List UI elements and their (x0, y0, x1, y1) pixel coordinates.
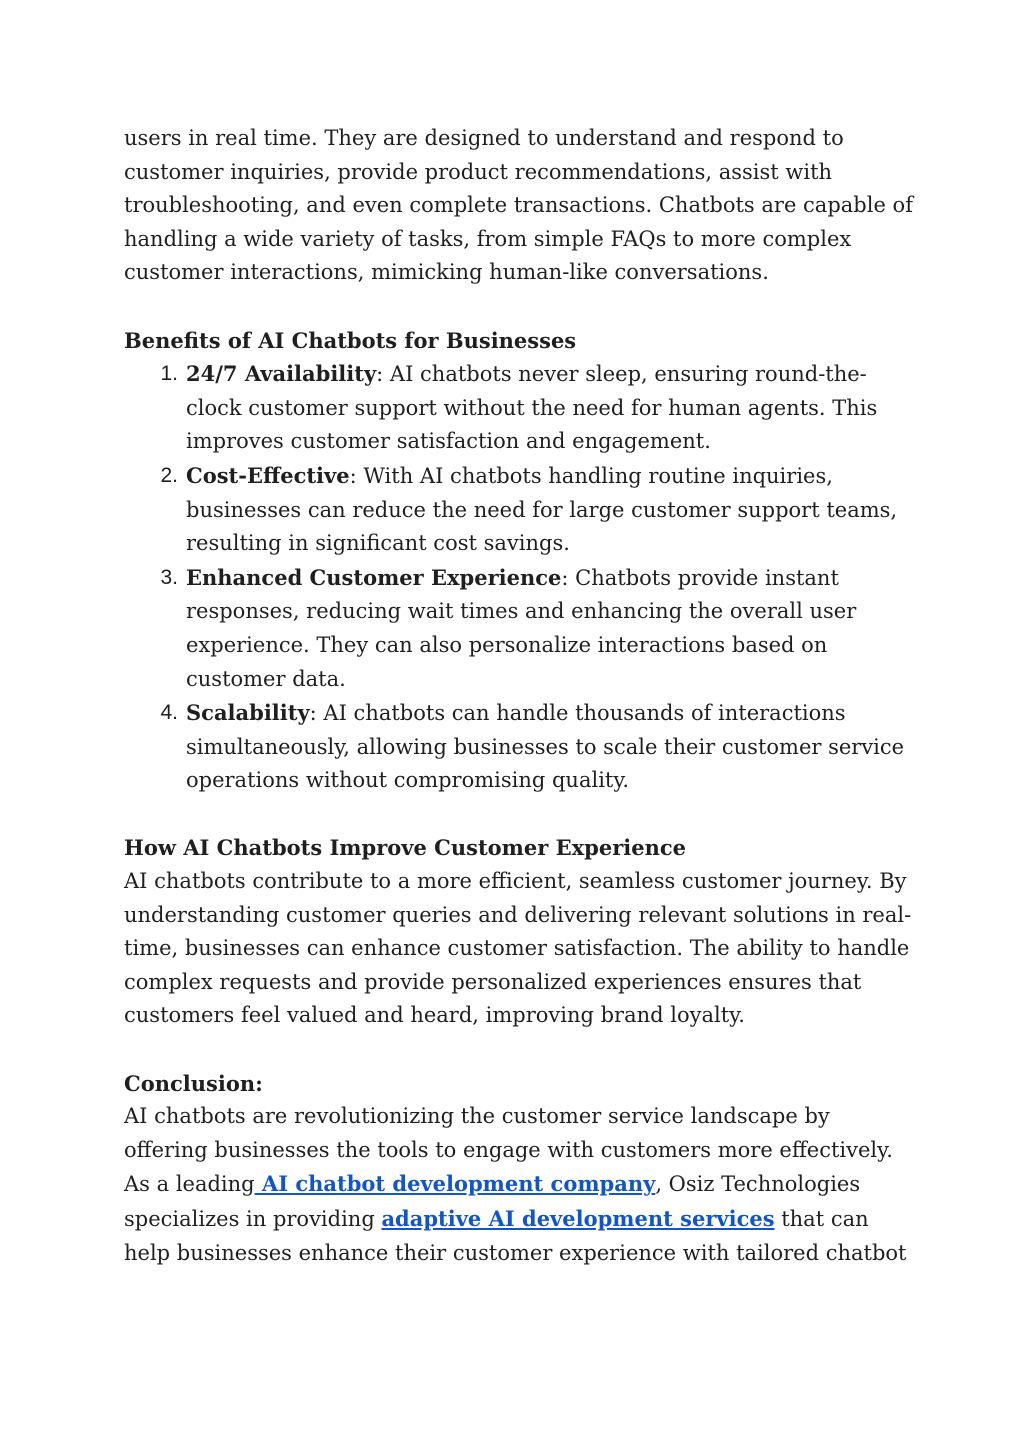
benefit-description: : With AI chatbots handling routine inquiries, businesses can reduce the need for large customer support teams, resulting in significant cost savings. (186, 463, 898, 556)
chatbot-company-link[interactable]: AI chatbot development company (254, 1171, 656, 1197)
paragraph-spacer (124, 290, 914, 324)
paragraph-spacer (124, 798, 914, 832)
benefit-description: : AI chatbots never sleep, ensuring round-the-clock customer support without the need for human agents. This improves customer satisfaction and engagement. (186, 362, 878, 454)
conclusion-text: that can help businesses enhance their customer experience with tailored chatbot (124, 1207, 907, 1265)
adaptive-ai-services-link[interactable]: adaptive AI development services (381, 1206, 775, 1231)
experience-heading: How AI Chatbots Improve Customer Experience (124, 835, 687, 861)
list-number: 3. (160, 565, 178, 589)
experience-paragraph: AI chatbots contribute to a more efficient, seamless customer journey. By understanding customer queries and delivering relevant solutions in real-time, businesses can enhance customer satisfaction. The ability to handle complex requests and provide personalized experiences ensures that customers feel valued and heard, improving brand loyalty. (124, 869, 912, 1028)
conclusion-text: , Osiz Technologies specializes in providing (124, 1172, 861, 1231)
benefit-term: Cost-Effective (186, 462, 350, 488)
conclusion-heading: Conclusion: (124, 1070, 263, 1096)
conclusion-text: AI chatbots are revolutionizing the customer service landscape by offering businesses the tools to engage with customers more effectively. As a leading (124, 1104, 893, 1197)
benefit-term: Enhanced Customer Experience (186, 564, 562, 590)
benefit-description: : Chatbots provide instant responses, reducing wait times and enhancing the overall user experience. They can also personalize interactions based on customer data. (186, 565, 857, 691)
paragraph-spacer (124, 1033, 914, 1067)
benefit-term: Scalability (186, 700, 310, 726)
document-page (124, 122, 914, 1270)
conclusion-paragraph (124, 1100, 914, 1270)
list-item (124, 357, 914, 459)
list-number: 4. (160, 701, 178, 725)
list-number: 1. (160, 362, 178, 386)
benefits-list (124, 357, 914, 798)
list-number: 2. (160, 463, 178, 487)
benefit-term: 24/7 Availability (186, 361, 377, 387)
list-item (124, 561, 914, 696)
intro-paragraph: users in real time. They are designed to understand and respond to customer inquiries, provide product recommendations, assist with troubleshooting, and even complete transactions. Chatbots are capable of handling a wide variety of tasks, from simple FAQs to more complex customer interactions, mimicking human-like conversations. (124, 126, 913, 285)
benefits-heading: Benefits of AI Chatbots for Businesses (124, 327, 577, 353)
list-item (124, 459, 914, 561)
list-item (124, 696, 914, 798)
benefit-description: : AI chatbots can handle thousands of interactions simultaneously, allowing businesses to scale their customer service operations without compromising quality. (186, 701, 905, 793)
